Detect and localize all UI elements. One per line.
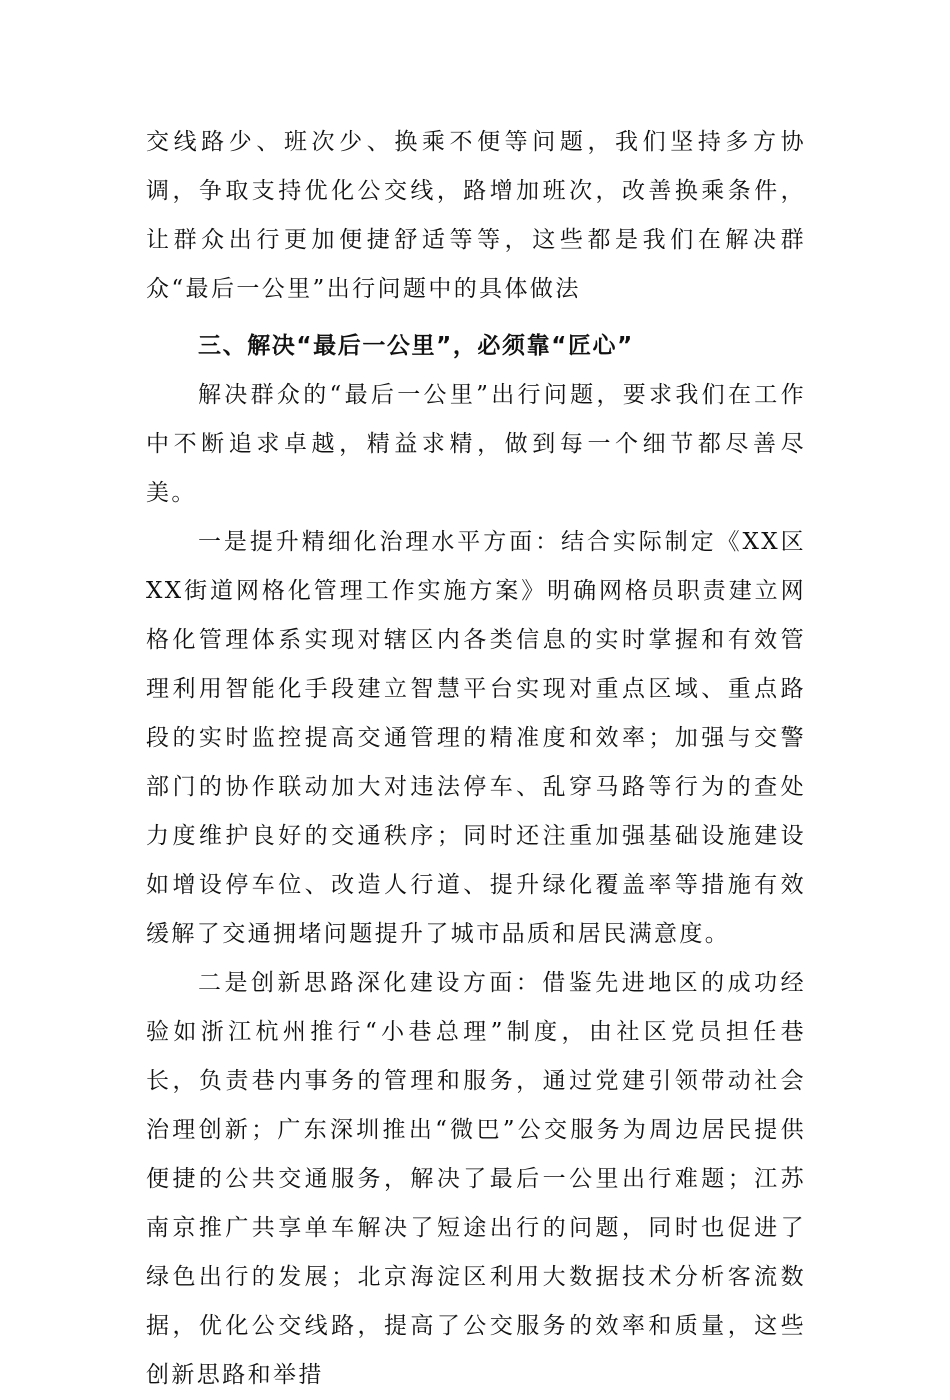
paragraph-intro: 解决群众的“最后一公里”出行问题，要求我们在工作中不断追求卓越，精益求精，做到每一个细节都尽善尽美。 (146, 382, 806, 506)
paragraph-continuation: 交线路少、班次少、换乘不便等问题，我们坚持多方协调，争取支持优化公交线，路增加班次，改善换乘条件，让群众出行更加便捷舒适等等，这些都是我们在解决群众“最后一公里”出行问题中的具体做法 (146, 129, 806, 302)
document-body (146, 118, 806, 1400)
paragraph-gap (146, 314, 806, 322)
section-heading: 三、解决“最后一公里”，必须靠“匠心” (198, 333, 634, 359)
paragraph-point-two: 二是创新思路深化建设方面：借鉴先进地区的成功经验如浙江杭州推行“小巷总理”制度，由社区党员担任巷长，负责巷内事务的管理和服务，通过党建引领带动社会治理创新；广东深圳推出“微巴”公交服务为周边居民提供便捷的公共交通服务，解决了最后一公里出行难题；江苏南京推广共享单车解决了短途出行的问题，同时也促进了绿色出行的发展；北京海淀区利用大数据技术分析客流数据，优化公交线路，提高了公交服务的效率和质量，这些创新思路和举措 (146, 970, 806, 1388)
paragraph-point-one: 一是提升精细化治理水平方面：结合实际制定《XX区XX街道网格化管理工作实施方案》明确网格员职责建立网格化管理体系实现对辖区内各类信息的实时掌握和有效管理利用智能化手段建立智慧平台实现对重点区域、重点路段的实时监控提高交通管理的精准度和效率；加强与交警部门的协作联动加大对违法停车、乱穿马路等行为的查处力度维护良好的交通秩序；同时还注重加强基础设施建设如增设停车位、改造人行道、提升绿化覆盖率等措施有效缓解了交通拥堵问题提升了城市品质和居民满意度。 (146, 529, 806, 947)
